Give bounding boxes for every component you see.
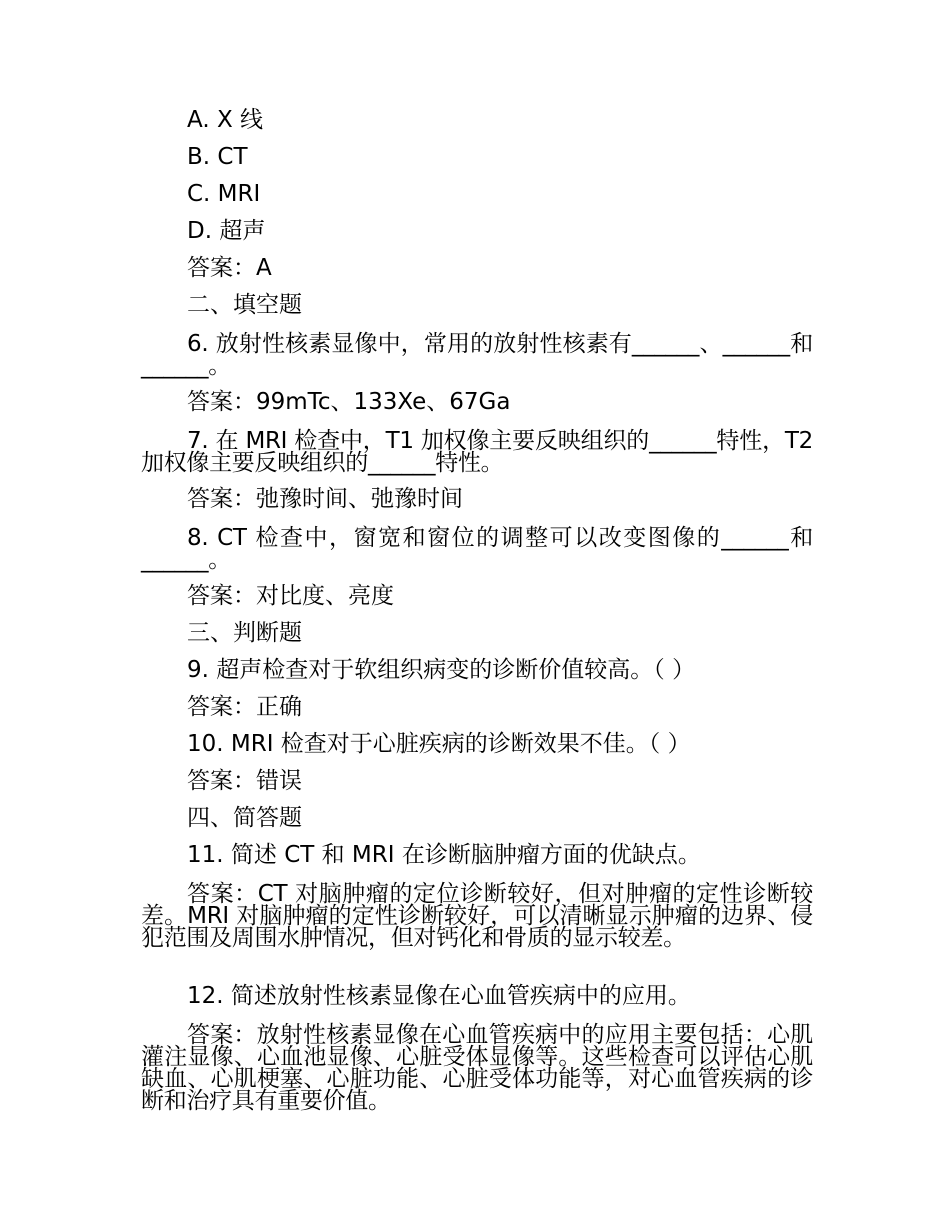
question-9: 9. 超声检查对于软组织病变的诊断价值较高。（ ）	[187, 657, 696, 683]
answer-10: 答案：错误	[187, 768, 302, 794]
answer-8: 答案：对比度、亮度	[187, 583, 394, 609]
question-6: 6. 放射性核素显像中，常用的放射性核素有______、______和______。	[141, 331, 813, 379]
answer-11: 答案：CT 对脑肿瘤的定位诊断较好，但对肿瘤的定性诊断较差。MRI 对脑肿瘤的定性诊断较好，可以清晰显示肿瘤的边界、侵犯范围及周围水肿情况，但对钙化和骨质的显示较差。	[141, 881, 813, 951]
question-12: 12. 简述放射性核素显像在心血管疾病中的应用。	[187, 983, 691, 1009]
section-true-false: 三、判断题	[187, 620, 302, 646]
option-d: D. 超声	[187, 218, 266, 244]
question-11: 11. 简述 CT 和 MRI 在诊断脑肿瘤方面的优缺点。	[187, 842, 701, 868]
section-fill-blank: 二、填空题	[187, 292, 302, 318]
option-b: B. CT	[187, 144, 248, 170]
section-short-answer: 四、简答题	[187, 805, 302, 831]
question-7: 7. 在 MRI 检查中，T1 加权像主要反映组织的______特性，T2 加权像主要反映组织的______特性。	[141, 428, 813, 476]
question-8: 8. CT 检查中，窗宽和窗位的调整可以改变图像的______和______。	[141, 525, 813, 573]
answer-9: 答案：正确	[187, 694, 302, 720]
answer-7: 答案：弛豫时间、弛豫时间	[187, 486, 463, 512]
answer-6: 答案：99mTc、133Xe、67Ga	[187, 389, 511, 415]
answer-5: 答案：A	[187, 255, 272, 281]
option-a: A. X 线	[187, 107, 264, 133]
question-10: 10. MRI 检查对于心脏疾病的诊断效果不佳。（ ）	[187, 731, 691, 757]
answer-12: 答案：放射性核素显像在心血管疾病中的应用主要包括：心肌灌注显像、心血池显像、心脏受体显像等。这些检查可以评估心肌缺血、心肌梗塞、心脏功能、心脏受体功能等，对心血管疾病的诊断和治疗具有重要价值。	[141, 1022, 813, 1114]
option-c: C. MRI	[187, 181, 261, 207]
